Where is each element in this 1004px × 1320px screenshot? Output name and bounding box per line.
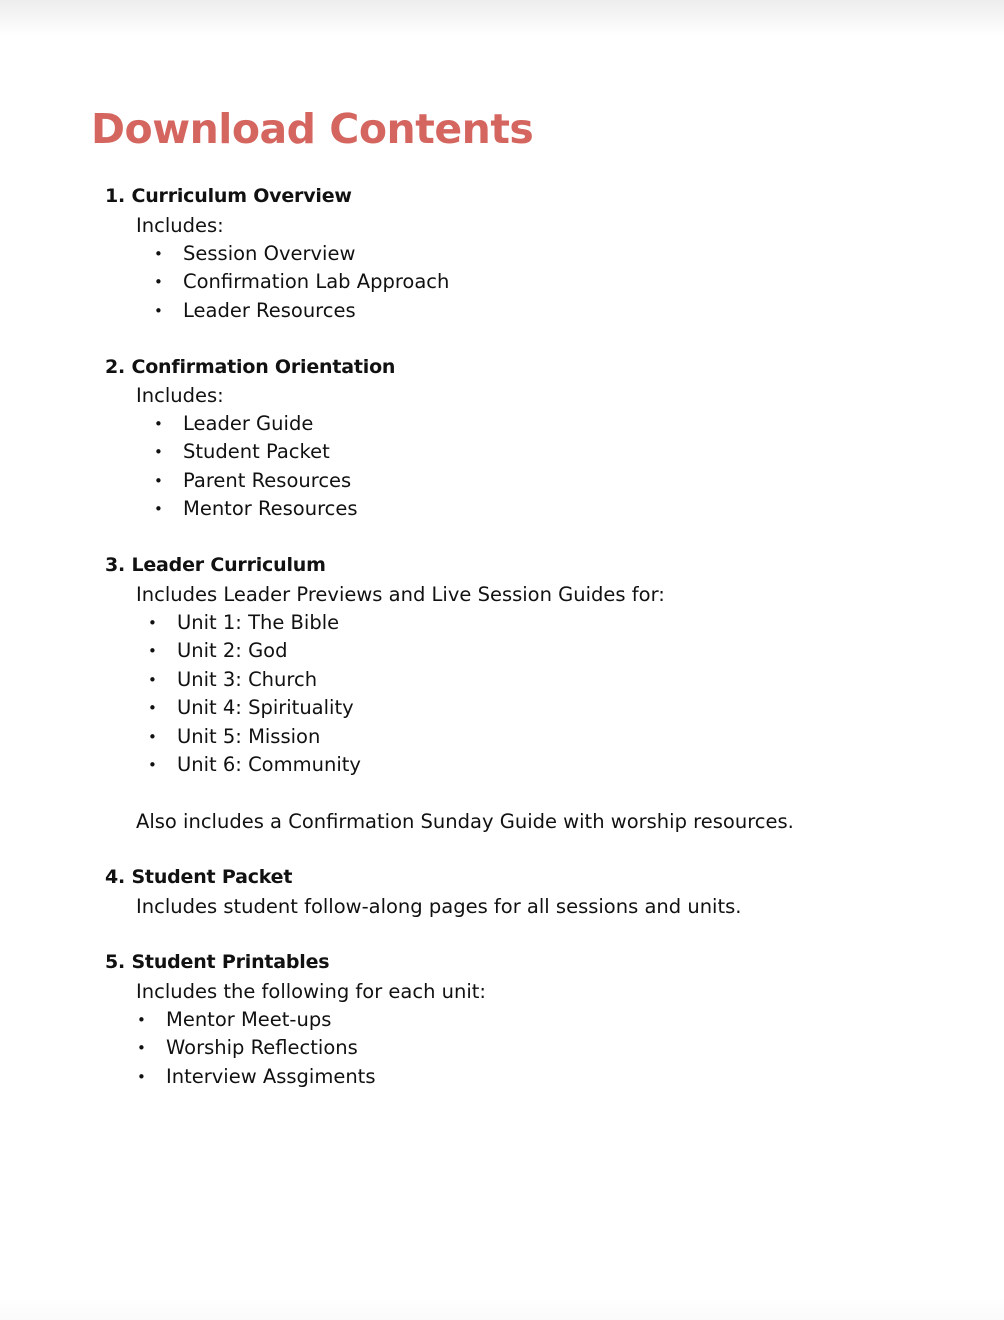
bullet-icon: •	[148, 642, 157, 661]
bullet-icon: •	[154, 245, 163, 263]
section-intro: Includes the following for each unit:	[136, 980, 486, 1003]
bullet-icon: •	[154, 500, 163, 519]
section-intro: Includes student follow-along pages for all sessions and units.	[136, 895, 742, 918]
bullet-icon: •	[154, 443, 163, 462]
bullet-icon: •	[148, 727, 157, 746]
section-heading-curriculum-overview: 1. Curriculum Overview	[105, 185, 352, 207]
section-intro: Includes:	[136, 214, 224, 237]
section-intro: Includes:	[136, 384, 224, 407]
bullet-icon: •	[137, 1039, 146, 1058]
bullet-icon: •	[148, 755, 157, 774]
section-heading-student-packet: 4. Student Packet	[105, 866, 293, 888]
bullet-icon: •	[148, 614, 157, 632]
bullet-icon: •	[137, 1011, 146, 1029]
section-heading-confirmation-orientation: 2. Confirmation Orientation	[105, 356, 396, 378]
page-bottom-shadow	[0, 1296, 1004, 1320]
bullet-icon: •	[154, 471, 163, 490]
section-heading-student-printables: 5. Student Printables	[105, 951, 330, 973]
bullet-icon: •	[137, 1067, 146, 1086]
bullet-icon: •	[154, 415, 163, 433]
section-heading-leader-curriculum: 3. Leader Curriculum	[105, 554, 326, 576]
bullet-icon: •	[148, 670, 157, 689]
bullet-icon: •	[148, 699, 157, 718]
section-intro: Includes Leader Previews and Live Session Guides for:	[136, 583, 665, 606]
page-top-shadow	[0, 0, 1004, 36]
page-title: Download Contents	[91, 105, 534, 153]
bullet-icon: •	[154, 301, 163, 320]
section-note: Also includes a Confirmation Sunday Guide with worship resources.	[136, 810, 794, 833]
bullet-icon: •	[154, 273, 163, 292]
